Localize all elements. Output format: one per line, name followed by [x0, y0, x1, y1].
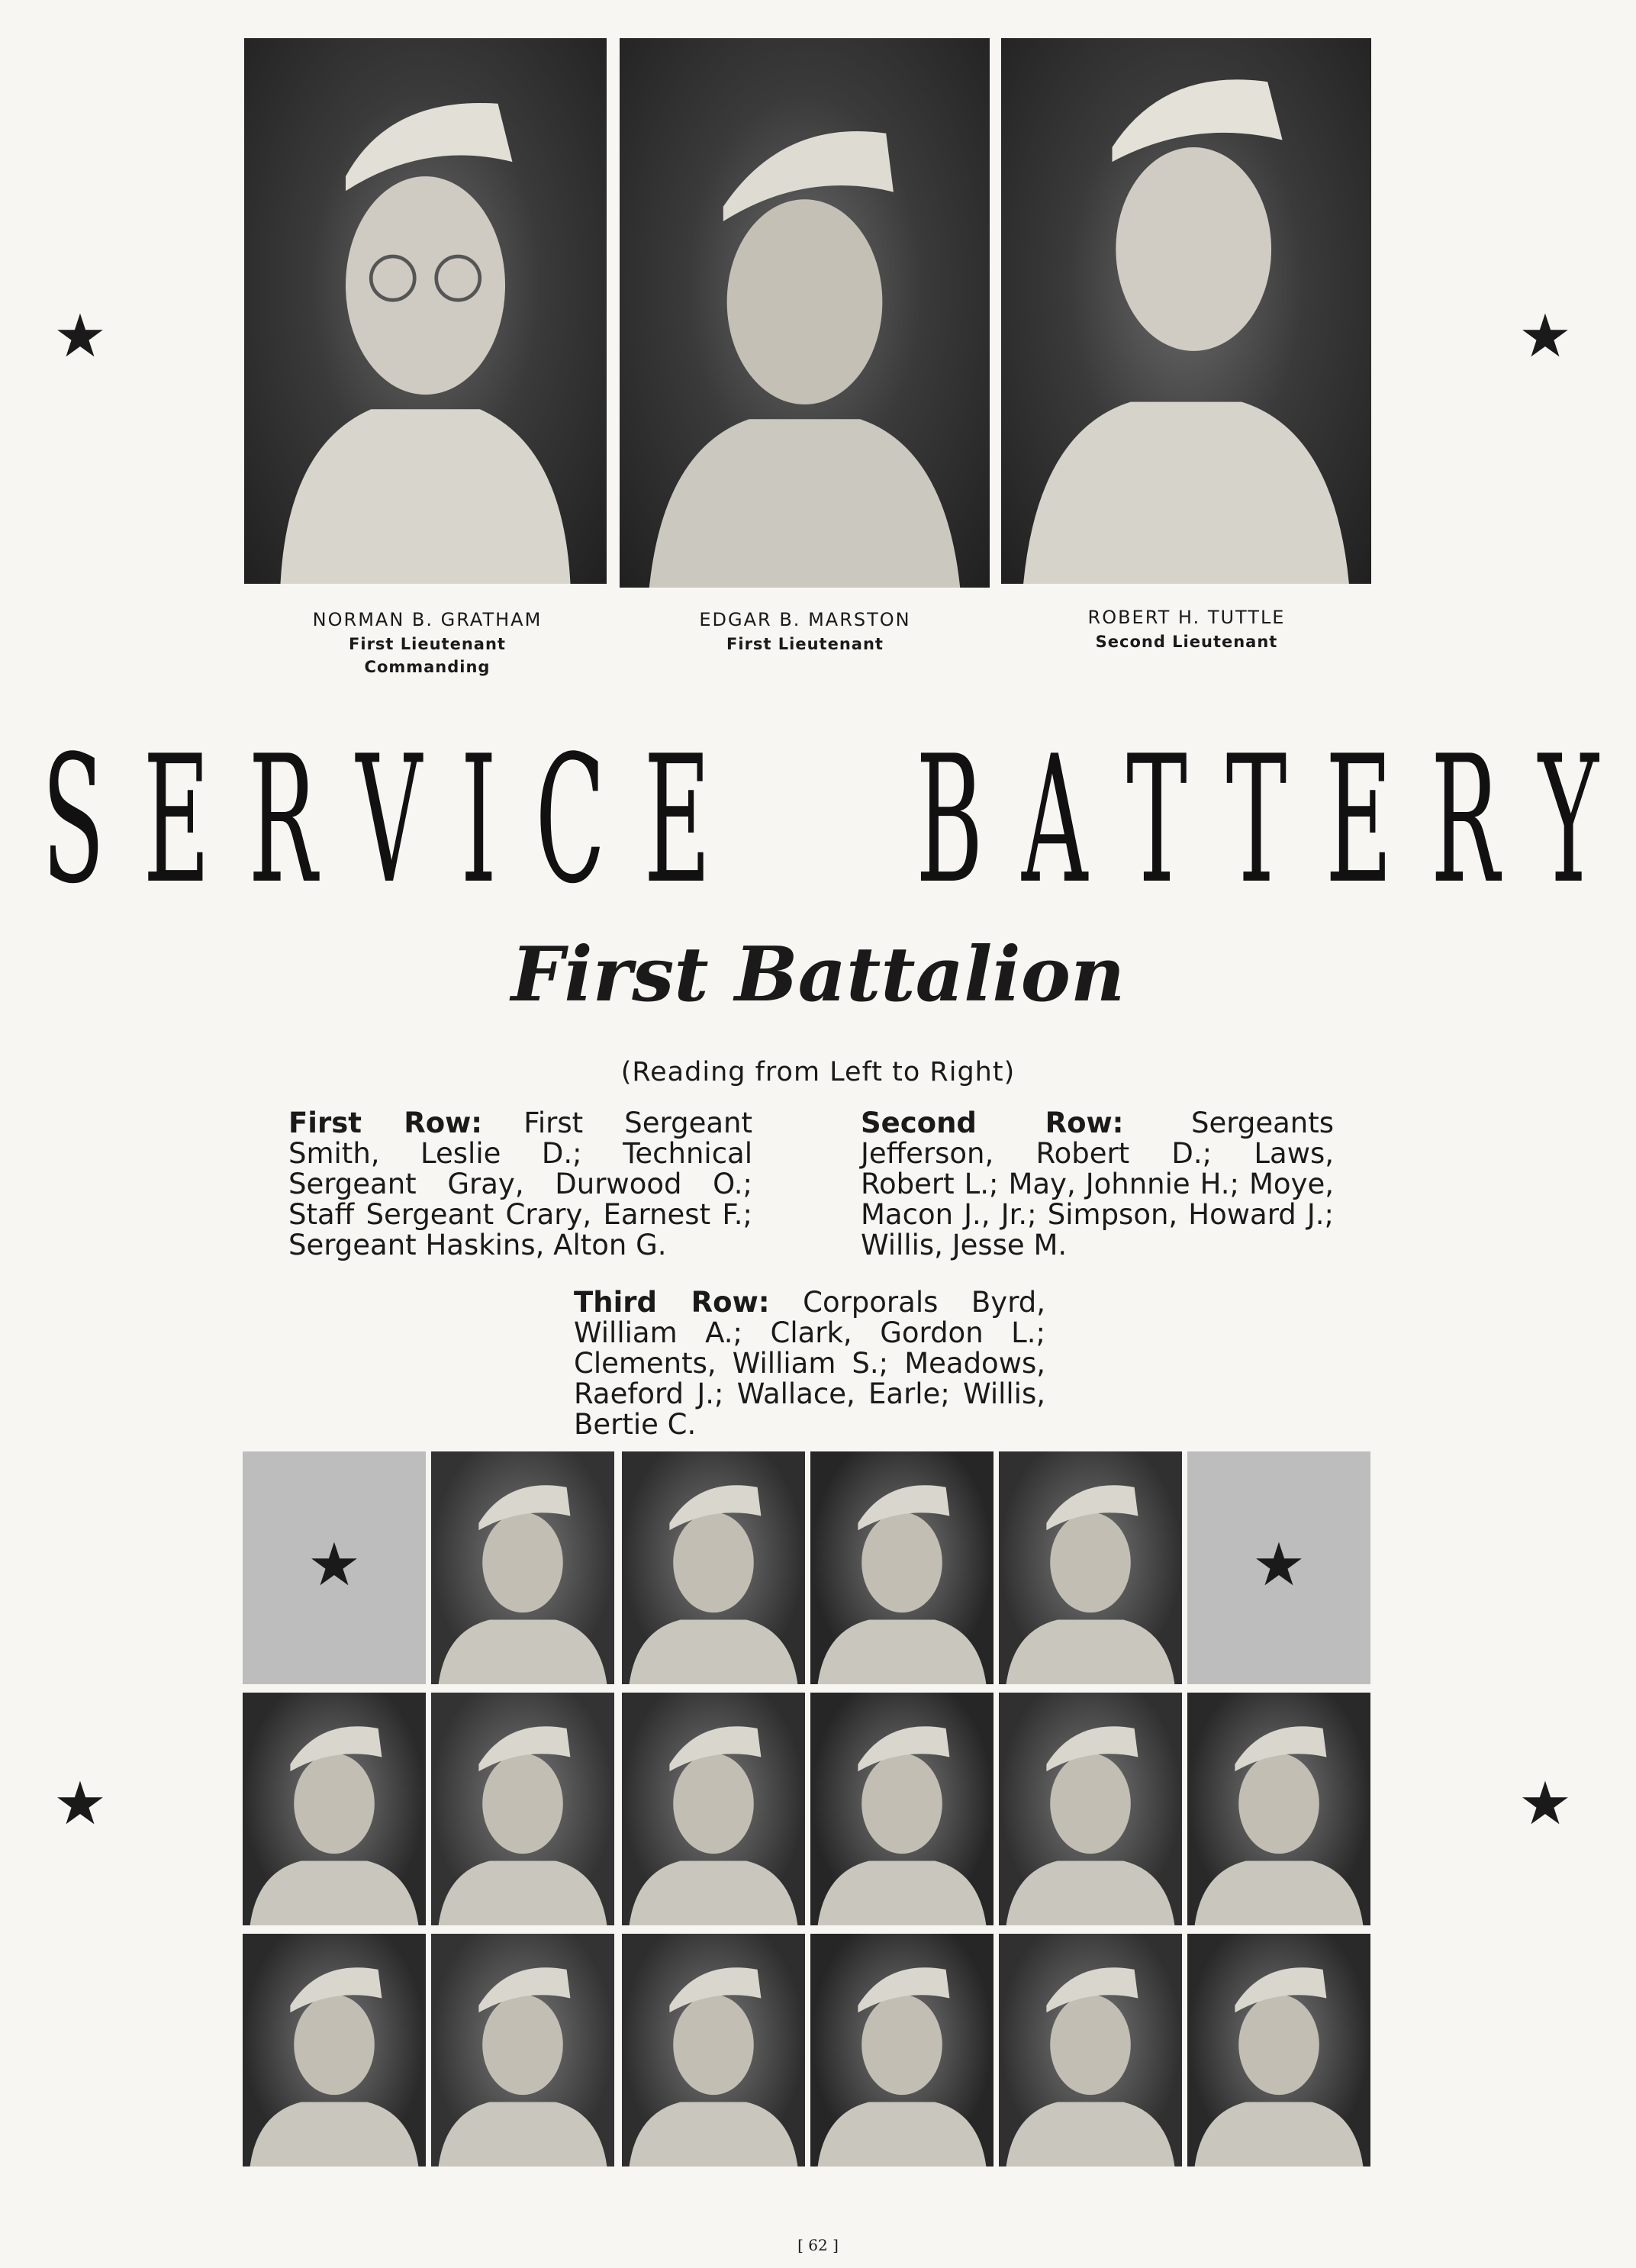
officer-rank: First Lieutenant — [349, 635, 506, 653]
enlisted-portrait — [431, 1934, 614, 2167]
enlisted-portrait — [1187, 1693, 1370, 1925]
officer-portrait-marston — [620, 38, 990, 588]
officer-role: Commanding — [364, 658, 491, 676]
enlisted-portrait — [810, 1451, 994, 1684]
enlisted-portrait — [999, 1451, 1182, 1684]
enlisted-portrait — [810, 1693, 994, 1925]
title-letter: R — [248, 718, 317, 923]
portrait-silhouette — [622, 1451, 805, 1684]
officer-name: EDGAR B. MARSTON — [699, 609, 911, 630]
portrait-silhouette — [622, 1693, 805, 1925]
roster-first-row — [288, 1108, 752, 1261]
enlisted-portrait — [622, 1451, 805, 1684]
roster-label: Third Row: — [574, 1286, 770, 1319]
star-icon: ★ — [1518, 1770, 1572, 1838]
enlisted-portrait — [810, 1934, 994, 2167]
enlisted-portrait — [999, 1693, 1182, 1925]
portrait-silhouette — [244, 38, 607, 584]
title-letter: V — [356, 718, 422, 923]
star-icon: ★ — [308, 1531, 361, 1600]
officer-caption-marston — [641, 609, 969, 653]
roster-label: Second Row: — [861, 1107, 1124, 1139]
page-number: [ 62 ] — [797, 2236, 839, 2254]
officer-rank: Second Lieutenant — [1095, 633, 1278, 651]
officer-portrait-gratham — [244, 38, 607, 584]
title-letter: C — [535, 718, 606, 923]
grid-star-tile — [243, 1451, 426, 1684]
title-letter: E — [143, 718, 210, 923]
title-letter: B — [916, 718, 984, 923]
portrait-silhouette — [1187, 1693, 1370, 1925]
officer-name: ROBERT H. TUTTLE — [1087, 607, 1286, 628]
portrait-silhouette — [622, 1934, 805, 2167]
enlisted-portrait — [431, 1693, 614, 1925]
enlisted-portrait — [622, 1693, 805, 1925]
portrait-silhouette — [243, 1693, 426, 1925]
title-letter: Y — [1538, 718, 1599, 923]
title-letter: T — [1225, 718, 1287, 923]
title-letter: R — [1431, 718, 1500, 923]
portrait-silhouette — [431, 1934, 614, 2167]
title-letter: E — [1325, 718, 1393, 923]
page-title — [42, 718, 1599, 923]
officer-portrait-tuttle — [1001, 38, 1371, 584]
reading-note: (Reading from Left to Right) — [620, 1057, 1016, 1087]
portrait-silhouette — [810, 1451, 994, 1684]
officer-rank: First Lieutenant — [726, 635, 884, 653]
enlisted-portrait — [243, 1934, 426, 2167]
title-letter: S — [42, 718, 105, 923]
portrait-silhouette — [243, 1934, 426, 2167]
officer-caption-tuttle — [1022, 607, 1351, 651]
portrait-silhouette — [999, 1934, 1182, 2167]
star-icon: ★ — [53, 302, 107, 371]
portrait-silhouette — [810, 1934, 994, 2167]
enlisted-portrait — [622, 1934, 805, 2167]
grid-star-tile — [1187, 1451, 1370, 1684]
portrait-silhouette — [999, 1451, 1182, 1684]
portrait-silhouette — [1001, 38, 1371, 584]
enlisted-portrait — [1187, 1934, 1370, 2167]
title-letter: I — [460, 718, 497, 923]
star-icon: ★ — [53, 1770, 107, 1838]
enlisted-portrait — [999, 1934, 1182, 2167]
portrait-silhouette — [431, 1693, 614, 1925]
title-letter: T — [1126, 718, 1187, 923]
officer-caption-gratham — [259, 609, 595, 676]
roster-third-row — [574, 1287, 1045, 1440]
roster-label: First Row: — [288, 1107, 483, 1139]
enlisted-portrait — [243, 1693, 426, 1925]
portrait-silhouette — [1187, 1934, 1370, 2167]
portrait-silhouette — [431, 1451, 614, 1684]
portrait-silhouette — [810, 1693, 994, 1925]
star-icon: ★ — [1518, 302, 1572, 371]
roster-second-row — [861, 1108, 1334, 1261]
section-subtitle: First Battalion — [510, 931, 1126, 1019]
enlisted-portrait — [431, 1451, 614, 1684]
star-icon: ★ — [1252, 1531, 1306, 1600]
roster-text: First Sergeant Smith, Leslie D.; Technical Sergeant Gray, Durwood O.; Staff Sergeant Crary, Earnest F.; Sergeant Haskins, Alton G. — [288, 1107, 752, 1261]
title-letter: E — [643, 718, 711, 923]
roster-text: Sergeants Jefferson, Robert D.; Laws, Robert L.; May, Johnnie H.; Moye, Macon J., Jr.; Simpson, Howard J.; Willis, Jesse M. — [861, 1107, 1334, 1261]
title-letter: A — [1021, 718, 1088, 923]
roster-text: Corporals Byrd, William A.; Clark, Gordon L.; Clements, William S.; Meadows, Raeford J.; Wallace, Earle; Willis, Bertie C. — [574, 1286, 1046, 1441]
portrait-silhouette — [620, 38, 990, 588]
portrait-silhouette — [999, 1693, 1182, 1925]
officer-name: NORMAN B. GRATHAM — [312, 609, 543, 630]
